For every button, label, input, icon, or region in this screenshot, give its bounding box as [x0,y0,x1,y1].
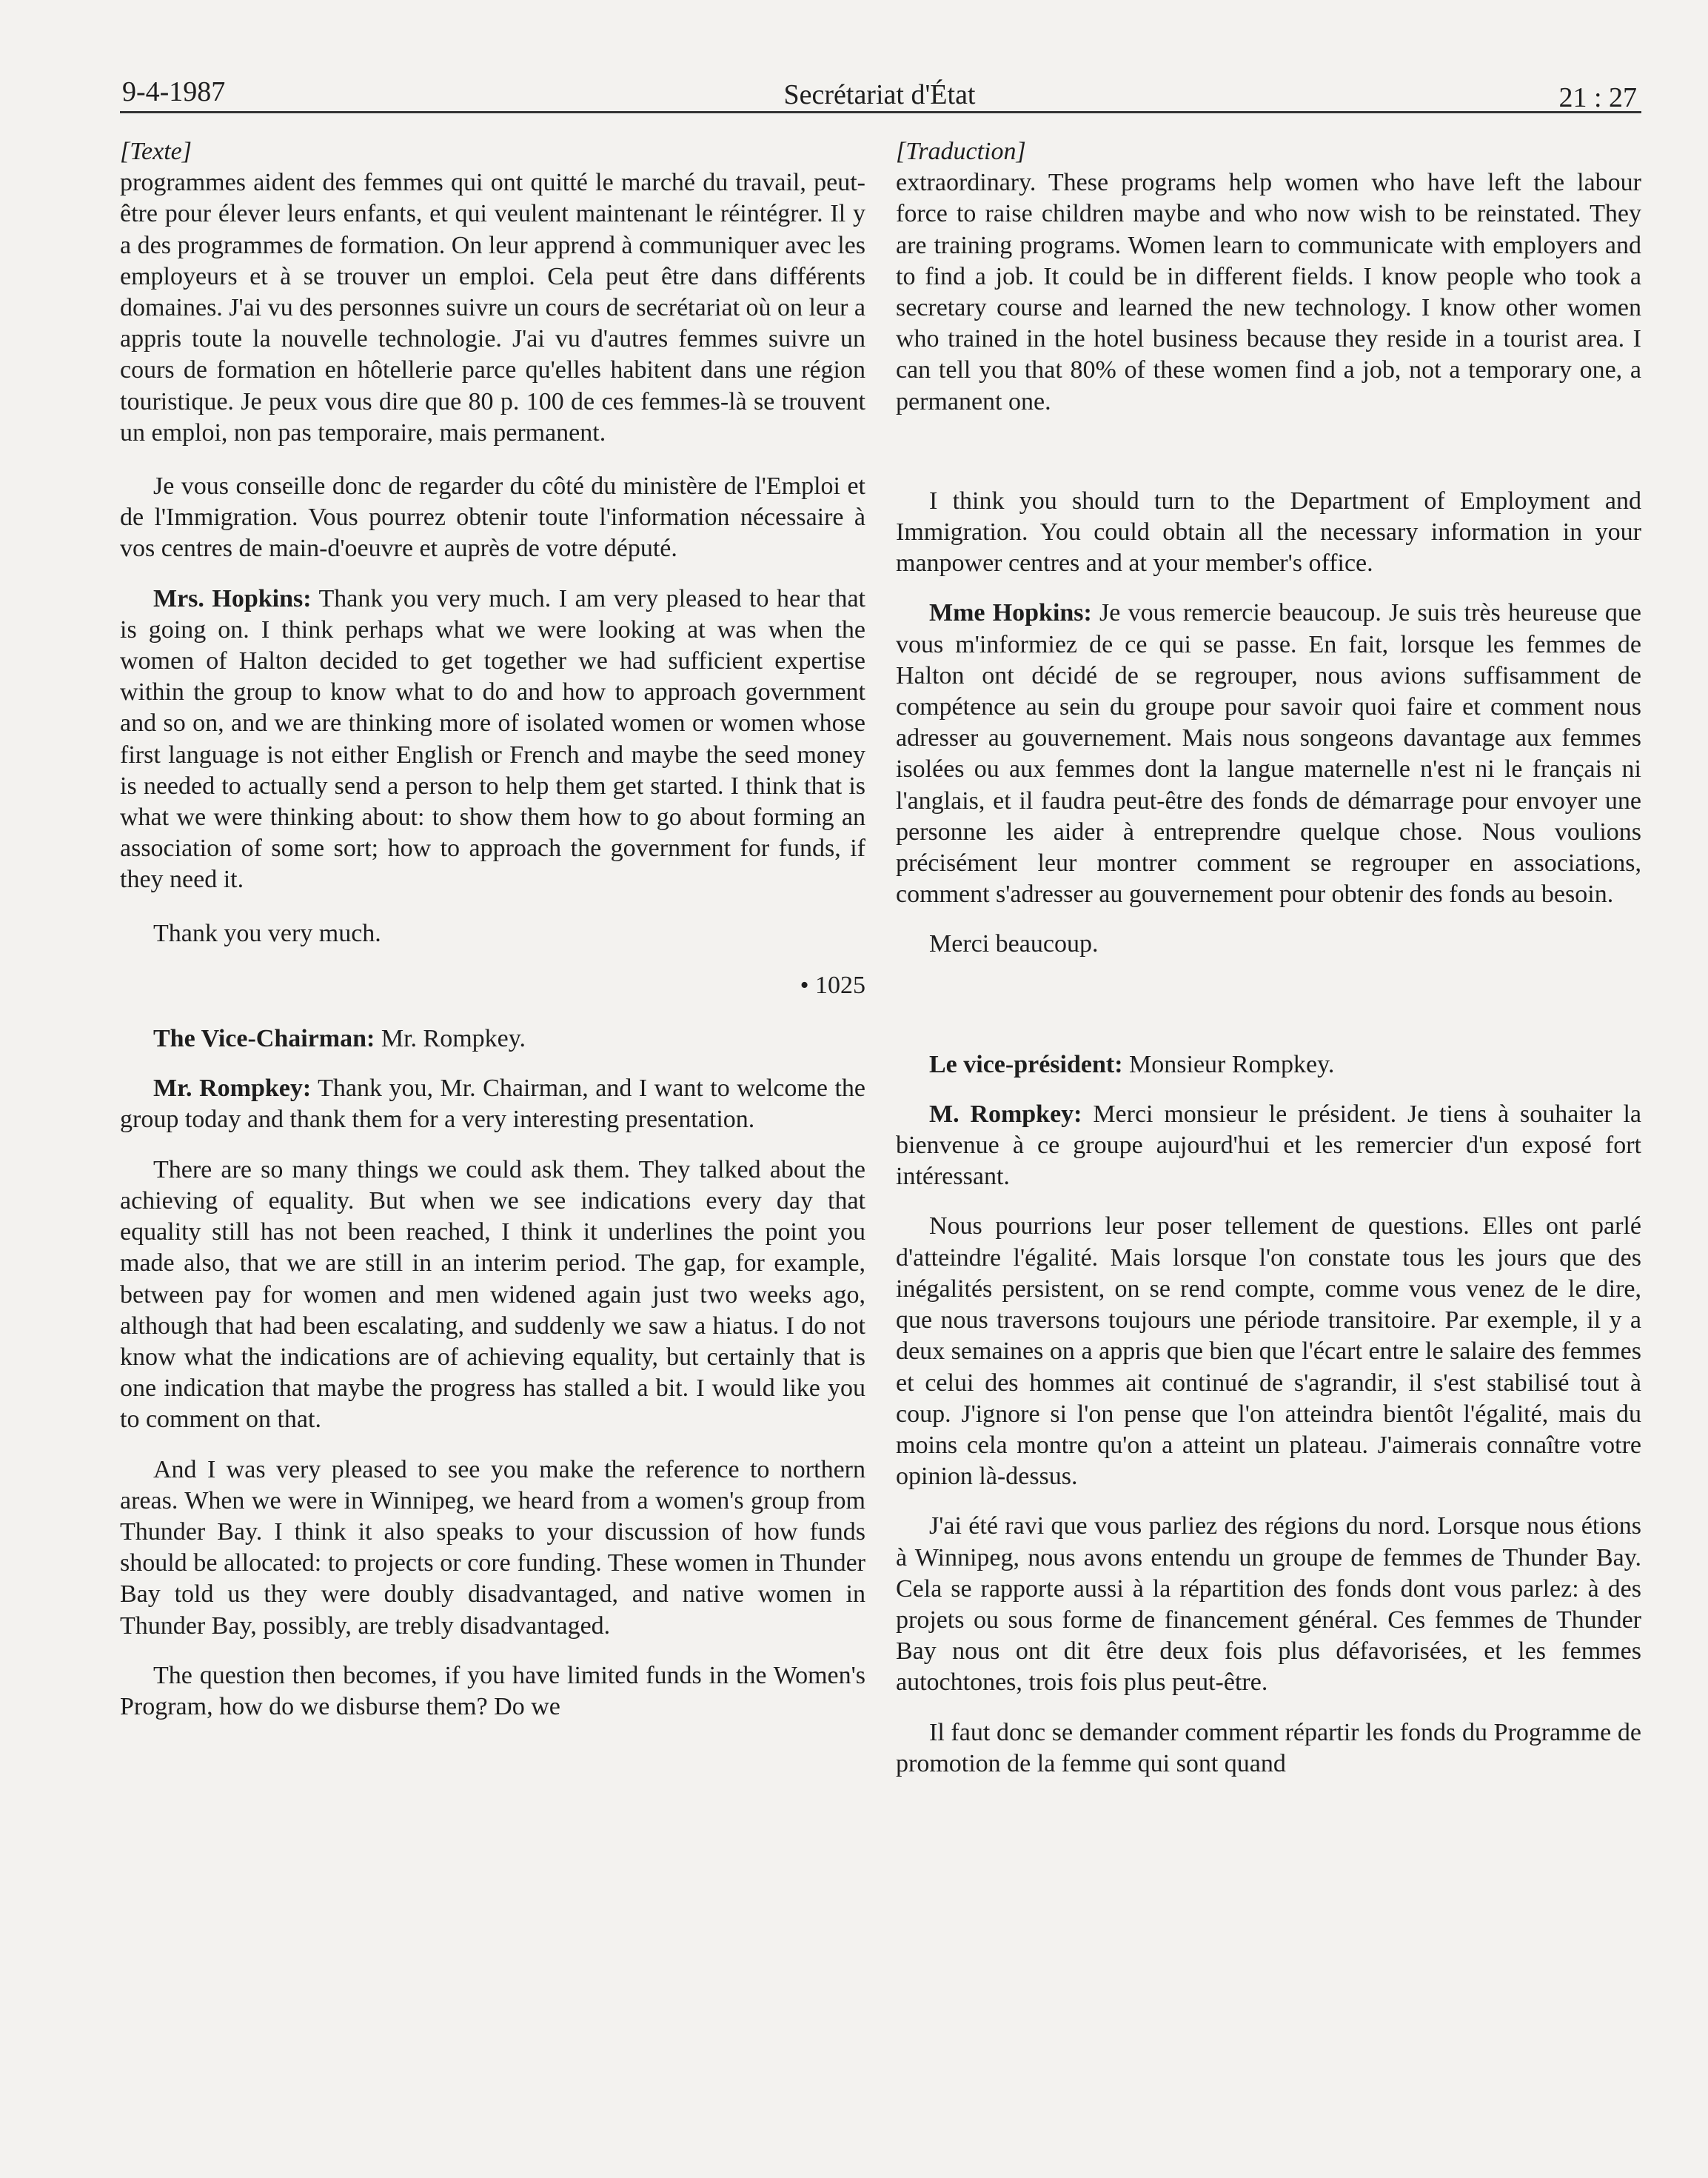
language-tag: [Traduction] [896,138,1026,165]
paragraph: Thank you very much. [153,919,381,947]
paragraph: The question then becomes, if you have limited funds in the Women's Program, how do we disburse them? Do we [120,1661,865,1720]
time-marker: • 1025 [800,971,865,999]
header-page-number: 21 : 27 [1558,82,1637,113]
speaker-name: M. Rompkey: [929,1100,1082,1128]
speaker-paragraph [120,1073,865,1135]
paragraph: I think you should turn to the Department of Employment and Immigration. You could obtain all the necessary information in your manpower centres and at your member's office. [896,487,1641,578]
paragraph: J'ai été ravi que vous parliez des régions du nord. Lorsque nous étions à Winnipeg, nous avons entendu un groupe de femmes de Thunder Bay. Cela se rapporte aussi à la répartition des fonds dont vous parlez: à des projets ou sous forme de financement général. Ces femmes de Thunder Bay nous ont dit être deux fois plus défavorisées, et les femmes autochtones, trois fois plus peut-être. [896,1512,1641,1697]
speaker-paragraph [896,598,1641,910]
paragraph: There are so many things we could ask them. They talked about the achieving of equality. But when we see indications every day that equality still has not been reached, I think it underlines the point you made also, that we are still in an interim period. The gap, for example, between pay for women and men widened again just two weeks ago, although that had been escalating, and suddenly we saw a hiatus. I do not know what the indications are of achieving equality, but certainly that is one indication that maybe the progress has stalled a bit. I would like you to comment on that. [120,1155,865,1434]
left-column [120,136,865,1723]
speaker-paragraph [896,1099,1641,1193]
speaker-paragraph [896,1049,1641,1080]
speaker-name: Mme Hopkins: [929,599,1092,627]
paragraph: Merci beaucoup. [929,930,1099,958]
speaker-paragraph [120,1023,865,1055]
running-head [122,71,1637,113]
paragraph: And I was very pleased to see you make the reference to northern areas. When we were in Winnipeg, we heard from a women's group from Thunder Bay. I think it also speaks to your discussion of how funds should be allocated: to projects or core funding. These women in Thunder Bay told us they were doubly disadvantaged, and native women in Thunder Bay, possibly, are trebly disadvantaged. [120,1455,865,1640]
paragraph: Je vous conseille donc de regarder du côté du ministère de l'Emploi et de l'Immigration. Vous pourrez obtenir toute l'information nécessaire à vos centres de main-d'oeuvre et auprès de votre député. [120,472,865,563]
header-title: Secrétariat d'État [783,79,976,110]
speech-text: Merci monsieur le président. Je tiens à souhaiter la bienvenue à ce groupe aujourd'hui et les remercier d'un exposé fort intéressant. [896,1100,1641,1191]
speaker-name: Mrs. Hopkins: [153,584,312,612]
speaker-name: Le vice-président: [929,1050,1123,1078]
header-date: 9-4-1987 [122,76,226,107]
speaker-name: The Vice-Chairman: [153,1025,375,1053]
language-tag: [Texte] [120,138,192,165]
speech-text: Mr. Rompkey. [375,1025,526,1053]
speaker-name: Mr. Rompkey: [153,1075,312,1103]
speaker-paragraph [120,584,865,896]
header-rule [120,111,1641,113]
speech-text: Thank you, Mr. Chairman, and I want to welcome the group today and thank them for a very interesting presentation. [120,1075,866,1134]
speech-text: Je vous remercie beaucoup. Je suis très heureuse que vous m'informiez de ce qui se passe. En fait, lorsque les femmes de Halton ont décidé de se regrouper, nous avions suffisamment de compétence au sein du groupe pour savoir quoi faire et comment nous adresser au gouvernement. Mais nous songeons davantage aux femmes isolées ou aux femmes dont la langue maternelle n'est ni le français ni l'anglais, et il faudra peut-être des fonds de démarrage pour envoyer une personne les aider à entreprendre quelque chose. Nous voulions précisément leur montrer comment se regrouper en associations, comment s'adresser au gouvernement pour obtenir des fonds au besoin. [896,599,1642,909]
right-column [896,136,1641,1780]
paragraph: programmes aident des femmes qui ont quitté le marché du travail, peut-être pour élever leurs enfants, et qui veulent maintenant le réintégrer. Il y a des programmes de formation. On leur apprend à communiquer avec les employeurs et à se trouver un emploi. Cela peut être dans différents domaines. J'ai vu des personnes suivre un cours de secrétariat où on leur a appris toute la nouvelle technologie. J'ai vu d'autres femmes suivre un cours de formation en hôtellerie parce qu'elles habitent dans une région touristique. Je peux vous dire que 80 p. 100 de ces femmes-là se trouvent un emploi, non pas temporaire, mais permanent. [120,169,865,447]
speech-text: Thank you very much. I am very pleased to hear that is going on. I think perhaps what we were looking at was when the women of Halton decided to get together we had sufficient expertise within the group to know what to do and how to approach government and so on, and we are thinking more of isolated women or women whose first language is not either English or French and maybe the seed money is needed to actually send a person to help them get started. I think that is what we were thinking about: to show them how to go about forming an association of some sort; how to approach the government for funds, if they need it. [120,584,865,894]
paragraph: Il faut donc se demander comment répartir les fonds du Programme de promotion de la femme qui sont quand [896,1718,1641,1777]
paragraph: extraordinary. These programs help women who have left the labour force to raise children maybe and who now wish to be reinstated. They are training programs. Women learn to communicate with employers and to find a job. It could be in different fields. I know people who took a secretary course and learned the new technology. I know other women who trained in the hotel business because they reside in a tourist area. I can tell you that 80% of these women find a job, not a temporary one, a permanent one. [896,169,1641,415]
paragraph: Nous pourrions leur poser tellement de questions. Elles ont parlé d'atteindre l'égalité. Mais lorsque l'on constate tous les jours que des inégalités persistent, on se rend compte, comme vous venez de le dire, que nous traversons toujours une période transitoire. Par exemple, il y a deux semaines on a appris que bien que l'écart entre le salaire des femmes et celui des hommes ait continué de s'agrandir, il s'est stabilisé tout à coup. J'ignore si l'on pense que l'on atteindra bientôt l'égalité, mais du moins cela montre qu'on a atteint un plateau. J'aimerais connaître votre opinion là-dessus. [896,1212,1641,1491]
speech-text: Monsieur Rompkey. [1122,1050,1335,1078]
